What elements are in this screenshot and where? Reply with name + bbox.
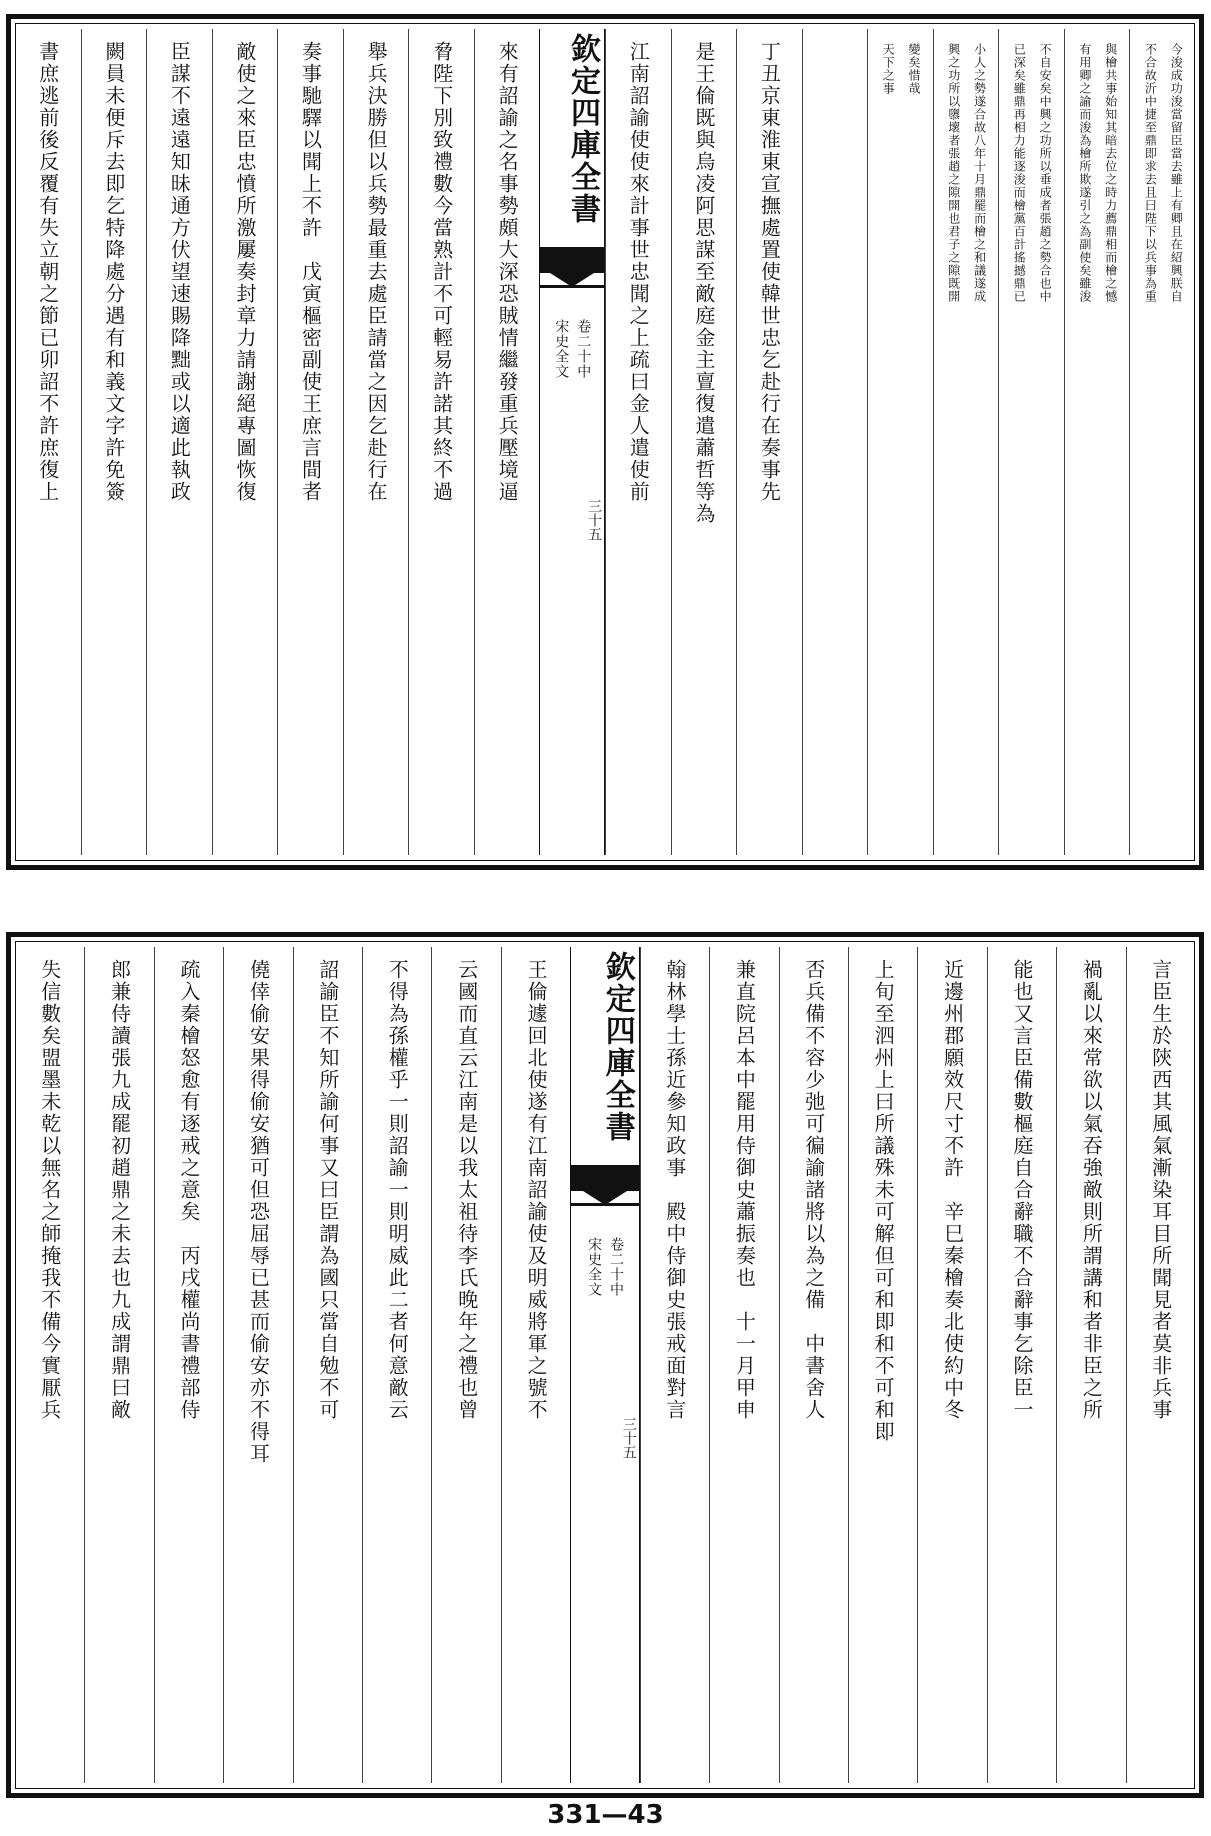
column-text: 奏事馳驛以聞上不許 戊寅樞密副使王庶言間者 [298,41,323,503]
source-title [540,319,604,379]
annotation-line: 與檜共事始知其暗去位之時力薦鼎相而檜之憾 [1103,43,1118,303]
text-column [1056,947,1125,1783]
text-column [154,947,223,1783]
text-column [987,947,1056,1783]
page-folio-number: 331—43 [547,1800,664,1830]
text-column [343,29,409,855]
text-column [408,29,474,855]
annotation-line: 不合故沂中捷至鼎即求去且曰陛下以兵事為重 [1143,43,1158,303]
column-text: 江南詔諭使使來計事世忠聞之上疏曰金人遣使前 [626,41,651,503]
source-source_1: 宋史全文 [553,319,570,379]
text-column [474,29,540,855]
column-text: 禍亂以來常欲以氣吞強敵則所謂講和者非臣之所 [1079,959,1104,1421]
column-text: 闕員未便斥去即乞特降處分遇有和義文字許免簽 [101,41,126,503]
text-column [671,29,737,855]
source-source_2: 卷二十中 [575,319,592,379]
column-text: 丁丑京東淮東宣撫處置使韓世忠乞赴行在奏事先 [757,41,782,503]
column-text: 不得為孫權乎一則詔諭一則明威此二者何意敵云 [385,959,410,1421]
text-column [15,947,84,1783]
annotation-line: 變矣惜哉 [907,43,922,95]
column-text: 王倫遽回北使遂有江南詔諭使及明威將軍之號不 [524,959,549,1421]
book-title: 欽定四庫全書 [565,33,600,225]
leaf-number: 三十五 [620,1417,637,1459]
annotation-column [933,29,999,855]
book-title: 欽定四庫全書 [599,951,635,1143]
column-text: 詔諭臣不知所諭何事又曰臣謂為國只當自勉不可 [315,959,340,1421]
blank-column [802,29,868,855]
column-text: 疏入秦檜怒愈有逐戒之意矣 丙戌權尚書禮部侍 [177,959,202,1421]
text-column [709,947,778,1783]
text-column [431,947,500,1783]
column-text: 兼直院呂本中罷用侍御史蕭振奏也 十一月甲申 [732,959,757,1421]
annotation-line: 不自安矣中興之功所以垂成者張趙之勢合也中 [1038,43,1053,303]
upper-page [6,14,1204,870]
annotation-line: 有用卿之諭而浚為檜所欺遂引之為副使矣雖浚 [1077,43,1092,303]
annotation-line: 天下之事 [881,43,896,95]
column-text: 臣謀不遠遠知昧通方伏望速賜降黜或以適此執政 [167,41,192,503]
fish-tail-mark-icon [540,247,604,273]
annotation-line: 已深矣雖鼎再相力能逐浚而檜黨百計搖撼鼎已 [1012,43,1027,303]
text-column [640,947,709,1783]
text-column [146,29,212,855]
column-text: 僥倖偷安果得偷安猶可但恐屈辱已甚而偷安亦不得耳 [246,959,271,1465]
fish-tail-mark-icon [571,1165,638,1191]
column-text: 敵使之來臣忠憤所激屢奏封章力請謝絕專圖恢復 [232,41,257,503]
leaf-number: 三十五 [586,499,602,541]
text-column [362,947,431,1783]
lower-page [6,932,1204,1798]
annotation-column [867,29,933,855]
text-column [293,947,362,1783]
annotation-column [1129,29,1195,855]
text-column [84,947,153,1783]
text-column [15,29,81,855]
column-text: 是王倫既與烏凌阿思謀至敵庭金主亶復遣蕭哲等為 [691,41,716,525]
annotation-line: 興之功所以隳壞者張趙之隙開也君子之隙既開 [946,43,961,303]
column-text: 郎兼侍讀張九成罷初趙鼎之未去也九成謂鼎曰敵 [107,959,132,1421]
column-text: 否兵備不容少弛可徧諭諸將以為之備 中書舍人 [801,959,826,1421]
text-column [917,947,986,1783]
source-source_1: 宋史全文 [586,1237,603,1297]
column-text: 近邊州郡願效尺寸不許 辛巳秦檜奏北使約中冬 [940,959,965,1421]
text-column [1126,947,1195,1783]
center-fold-column [570,947,639,1783]
annotation-column [998,29,1064,855]
text-column [848,947,917,1783]
column-text: 來有詔諭之名事勢頗大深恐賊情繼發重兵壓境逼 [495,41,520,503]
source-source_2: 卷二十中 [608,1237,625,1297]
text-column [81,29,147,855]
center-fold-column [539,29,605,855]
text-column [779,947,848,1783]
column-text: 脅陛下別致禮數今當熟計不可輕易許諾其終不過 [429,41,454,503]
column-text: 翰林學士孫近參知政事 殿中侍御史張戒面對言 [662,959,687,1421]
column-text: 云國而直云江南是以我太祖待李氏晚年之禮也曾 [454,959,479,1421]
column-text: 舉兵決勝但以兵勢最重去處臣請當之因乞赴行在 [364,41,389,503]
column-text: 失信數矣盟墨未乾以無名之師掩我不備今實厭兵 [37,959,62,1421]
annotation-line: 今浚成功浚當留臣當去雖上有卿且在紹興朕自 [1169,43,1184,303]
text-column [212,29,278,855]
text-column [277,29,343,855]
annotation-line: 小人之勢遂合故八年十月鼎罷而檜之和議遂成 [972,43,987,303]
source-title [571,1237,638,1297]
column-text: 言臣生於陝西其風氣漸染耳目所聞見者莫非兵事 [1148,959,1173,1421]
fold-divider-line [571,1203,638,1206]
text-column [736,29,802,855]
column-text: 書庶逃前後反覆有失立朝之節已卯詔不許庶復上 [35,41,60,503]
text-column [501,947,570,1783]
text-column [605,29,671,855]
text-column [223,947,292,1783]
column-text: 上旬至泗州上曰所議殊未可解但可和即和不可和即 [871,959,896,1443]
column-text: 能也又言臣備數樞庭自合辭職不合辭事乞除臣一 [1009,959,1034,1421]
fold-divider-line [540,285,604,288]
annotation-column [1064,29,1130,855]
